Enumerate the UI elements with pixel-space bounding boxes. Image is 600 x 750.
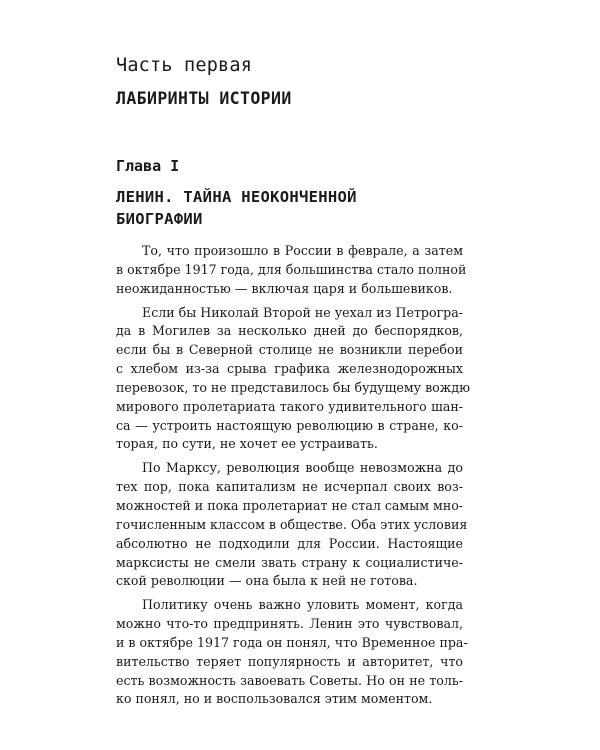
text-line: Если бы Николай Второй не уехал из Петрогра- xyxy=(142,304,463,320)
text-line: абсолютно не подходили для России. Настоящие xyxy=(116,535,463,551)
text-line: есть возможность завоевать Советы. Но он не толь- xyxy=(116,672,463,688)
text-line: гочисленным классом в обществе. Оба этих условия xyxy=(116,516,468,532)
body-text xyxy=(116,242,471,709)
text-line: неожиданностью — включая царя и большевиков. xyxy=(116,280,453,296)
chapter-title-line: ЛЕНИН. ТАЙНА НЕОКОНЧЕННОЙ xyxy=(116,188,357,206)
text-line: ко понял, но и воспользовался этим моментом. xyxy=(116,691,433,707)
chapter-label: Глава I xyxy=(116,157,180,175)
text-line: По Марксу, революция вообще невозможна до xyxy=(142,460,463,476)
text-line: торая, по сути, не хочет ее устраивать. xyxy=(116,436,378,452)
text-line: можно что-то предпринять. Ленин это чувствовал, xyxy=(116,616,463,632)
text-line: мирового пролетариата такого удивительного шан- xyxy=(116,398,463,414)
text-line: с хлебом из-за срыва графика железнодорожных xyxy=(116,361,463,377)
text-line: вительство теряет популярность и авторитет, что xyxy=(116,653,463,669)
chapter-title-line: БИОГРАФИИ xyxy=(116,210,203,228)
text-line: тех пор, пока капитализм не исчерпал своих воз- xyxy=(116,479,463,495)
text-line: да в Могилев за несколько дней до беспорядков, xyxy=(116,323,463,339)
text-line: и в октябре 1917 года он понял, что Временное пра- xyxy=(116,634,468,650)
text-line: са — устроить настоящую революцию в стране, ко- xyxy=(116,417,463,433)
part-title: ЛАБИРИНТЫ ИСТОРИИ xyxy=(116,89,292,108)
chapter-title xyxy=(116,186,357,230)
text-line: марксисты не смели звать страну к социалистиче- xyxy=(116,554,463,570)
text-line: ской революции — она была к ней не готова. xyxy=(116,573,418,589)
text-line: Политику очень важно уловить момент, когда xyxy=(142,597,463,613)
text-line: То, что произошло в России в феврале, а затем xyxy=(142,243,463,258)
text-line: если бы в Северной столице не возникли перебои xyxy=(116,342,463,358)
text-line: в октябре 1917 года, для большинства стало полной xyxy=(116,261,467,277)
text-line: перевозок, то не представилось бы будущему вождю xyxy=(116,379,471,395)
text-line: можностей и пока пролетариат не стал самым мно- xyxy=(116,497,464,513)
part-label: Часть первая xyxy=(116,55,253,76)
